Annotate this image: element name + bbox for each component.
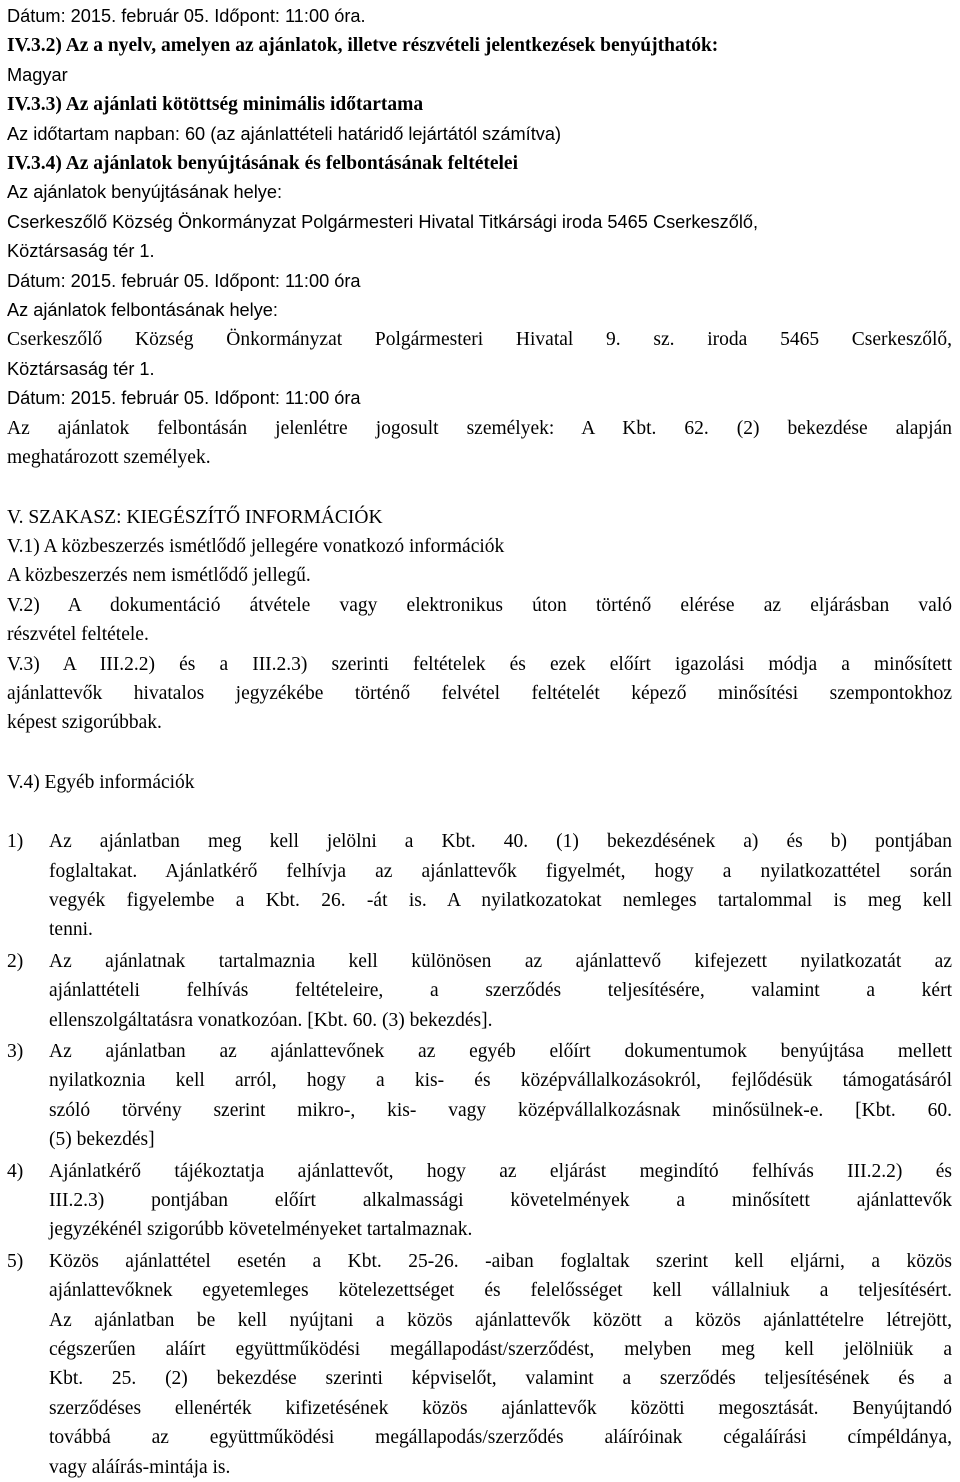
list-item: [7, 1157, 952, 1245]
section-v2-line-2: részvétel feltétele.: [7, 624, 149, 646]
section-v: [7, 503, 952, 798]
list-item-line: Az ajánlatnak tartalmaznia kell különösen az ajánlattevő kifejezett nyilatkozatát az: [49, 950, 952, 972]
opening-attendees-line-cont: meghatározott személyek.: [7, 447, 211, 469]
list-item-number: 3): [7, 1041, 24, 1062]
list-item-number: 4): [7, 1160, 24, 1182]
list-item-line: foglaltakat. Ajánlatkérő felhívja az ajánlattevők figyelmét, hogy a nyilatkozattétel során: [49, 860, 952, 882]
language-value: Magyar: [7, 64, 68, 85]
list-item-line: Ajánlatkérő tájékoztatja ajánlattevőt, hogy az eljárást megindító felhívás III.2.2) és: [49, 1160, 952, 1182]
section-v3-line-3: képest szigorúbbak.: [7, 712, 162, 734]
list-item: [7, 1247, 952, 1482]
binding-period-text: Az időtartam napban: 60 (az ajánlattételi határidő lejártától számítva): [7, 123, 562, 144]
section-v3-line-2: ajánlattevők hivatalos jegyzékébe történő felvétel feltételét képező minősítési szempontokhoz: [7, 682, 952, 704]
list-item-line: III.2.3) pontjában előírt alkalmassági követelmények a minősített ajánlattevők: [49, 1190, 952, 1212]
list-item-line: Kbt. 25. (2) bekezdése szerinti képviselőt, valamint a szerződés teljesítésének és a: [49, 1368, 952, 1390]
list-item: [7, 1037, 952, 1155]
list-item-number: 1): [7, 831, 24, 853]
submission-place-label: Az ajánlatok benyújtásának helye:: [7, 182, 283, 203]
section-v-heading: V. SZAKASZ: KIEGÉSZÍTŐ INFORMÁCIÓK: [7, 506, 383, 528]
list-item-line: ajánlattevőknek egyetemleges kötelezettséget és felelősséget kell vállalniuk a teljesítésért.: [49, 1280, 952, 1302]
section-v1-title: V.1) A közbeszerzés ismétlődő jellegére vonatkozó információk: [7, 535, 505, 557]
top-block: [7, 2, 952, 473]
section-iv-3-2-title: IV.3.2) Az a nyelv, amelyen az ajánlatok, illetve részvételi jelentkezések benyújthatók:: [7, 35, 719, 57]
list-item-line: ellenszolgáltatásra vonatkozóan. [Kbt. 60. (3) bekezdés].: [49, 1009, 493, 1031]
section-v4-title: V.4) Egyéb információk: [7, 771, 195, 793]
list-item-line: tenni.: [49, 919, 93, 941]
deadline-date-line: Dátum: 2015. február 05. Időpont: 11:00 óra.: [7, 6, 366, 26]
list-item-line: szóló törvény szerint mikro-, kis- vagy középvállalkozásnak minősülnek-e. [Kbt. 60.: [49, 1099, 952, 1121]
opening-attendees-line: Az ajánlatok felbontásán jelenlétre jogosult személyek: A Kbt. 62. (2) bekezdése alapján: [7, 417, 952, 439]
section-v1-text: A közbeszerzés nem ismétlődő jellegű.: [7, 565, 311, 587]
list-item-number: 5): [7, 1250, 24, 1272]
section-v2-line-1: V.2) A dokumentáció átvétele vagy elektronikus úton történő elérése az eljárásban való: [7, 594, 952, 616]
section-iv-3-3-title: IV.3.3) Az ajánlati kötöttség minimális időtartama: [7, 94, 424, 116]
list-item: [7, 947, 952, 1035]
info-list: [7, 827, 952, 1482]
submission-place-address-cont: Köztársaság tér 1.: [7, 241, 155, 262]
list-item-line: (5) bekezdés]: [49, 1129, 155, 1151]
opening-place-address-cont: Köztársaság tér 1.: [7, 358, 155, 379]
opening-place-label: Az ajánlatok felbontásának helye:: [7, 300, 278, 321]
list-item-line: Közös ajánlattétel esetén a Kbt. 25-26. -aiban foglaltak szerint kell eljárni, a közös: [49, 1250, 952, 1272]
opening-date-line: Dátum: 2015. február 05. Időpont: 11:00 óra: [7, 388, 361, 409]
list-item-line: cégszerűen aláírt együttműködési megállapodást/szerződést, melyben meg kell jelölniük a: [49, 1339, 952, 1361]
list-item-line: nyilatkoznia kell arról, hogy a kis- és középvállalkozásokról, fejlődésük támogatásáról: [49, 1070, 952, 1092]
list-item-line: szerződéses ellenérték kifizetésének közös ajánlattevők közötti megosztását. Benyújtandó: [49, 1397, 952, 1419]
list-item-line: továbbá az együttműködési megállapodás/szerződés aláíróinak cégaláírási címpéldánya,: [49, 1427, 952, 1449]
section-iv-3-4-title: IV.3.4) Az ajánlatok benyújtásának és felbontásának feltételei: [7, 153, 518, 175]
list-item: [7, 827, 952, 945]
section-v3-line-1: V.3) A III.2.2) és a III.2.3) szerinti feltételek és ezek előírt igazolási módja a minősített: [7, 653, 952, 675]
list-item-line: Az ajánlatban be kell nyújtani a közös ajánlattevők között a közös ajánlattételre létrejött,: [49, 1309, 952, 1331]
list-item-line: vagy aláírás-mintája is.: [49, 1456, 231, 1478]
list-item-line: ajánlattételi felhívás feltételeire, a szerződés teljesítésére, valamint a kért: [49, 980, 952, 1002]
submission-place-address: Cserkeszőlő Község Önkormányzat Polgármesteri Hivatal Titkársági iroda 5465 Cserkeszőlő,: [7, 211, 759, 232]
submission-date-line: Dátum: 2015. február 05. Időpont: 11:00 óra: [7, 270, 361, 291]
list-item-line: jegyzékénél szigorúbb követelményeket tartalmaznak.: [49, 1219, 473, 1241]
list-item-line: Az ajánlatban az ajánlattevőnek az egyéb előírt dokumentumok benyújtása mellett: [49, 1041, 952, 1062]
opening-place-address: Cserkeszőlő Község Önkormányzat Polgármesteri Hivatal 9. sz. iroda 5465 Cserkeszőlő,: [7, 329, 952, 351]
list-item-number: 2): [7, 950, 24, 972]
list-item-line: Az ajánlatban meg kell jelölni a Kbt. 40. (1) bekezdésének a) és b) pontjában: [49, 831, 952, 853]
list-item-line: vegyék figyelembe a Kbt. 26. -át is. A nyilatkozatokat nemleges tartalommal is meg kell: [49, 889, 952, 911]
